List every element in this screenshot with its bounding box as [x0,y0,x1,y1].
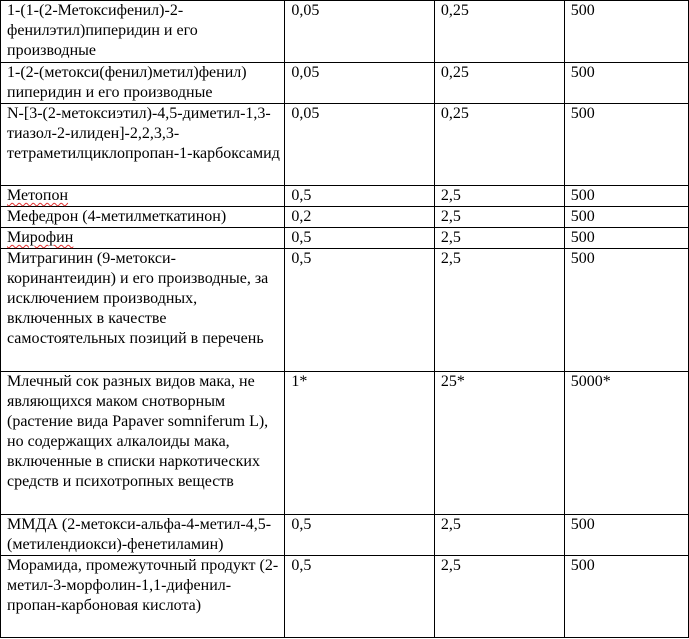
substance-name: N-[3-(2-метоксиэтил)-4,5-диметил-1,3-тиазол-2-илиден]-2,2,3,3-тетраметилциклопропан-1-карбоксамид [7,105,280,162]
value-cell [434,556,564,638]
value-1: 0,5 [291,187,312,204]
value-cell [434,1,564,63]
table-row [1,104,689,186]
value-1: 0,5 [291,250,312,267]
substance-name: 1-(2-(метокси(фенил)метил)фенил) пиперидин и его производные [7,64,247,101]
substance-name: Митрагинин (9-метокси-коринантеидин) и его производные, за исключением производных, включенных в качестве самостоятельных позиций в перечень [7,250,269,347]
substance-name: Морамида, промежуточный продукт (2-метил-3-морфолин-1,1-дифенил-пропан-карбоновая кислота) [7,557,279,614]
value-cell [285,104,434,186]
value-cell [564,556,688,638]
substance-name-cell [1,1,285,63]
value-2: 2,5 [440,208,461,225]
value-cell [564,207,688,228]
value-2: 0,25 [440,64,469,81]
value-cell [434,372,564,515]
value-cell [285,228,434,249]
value-2: 25* [440,373,465,390]
value-3: 500 [570,229,595,246]
value-2: 2,5 [440,250,461,267]
value-3: 500 [570,2,595,19]
substance-name-cell [1,249,285,372]
substance-name: 1-(1-(2-Метоксифенил)-2-фенилэтил)пиперидин и его производные [7,2,198,59]
value-2: 2,5 [440,557,461,574]
value-cell [285,515,434,556]
value-3: 500 [570,105,595,122]
value-cell [564,249,688,372]
substance-name-cell [1,556,285,638]
table-row [1,249,689,372]
table-row [1,63,689,104]
value-3: 5000* [570,373,611,390]
value-3: 500 [570,250,595,267]
value-2: 0,25 [440,2,469,19]
value-cell [434,207,564,228]
substance-name: Мирофин [7,229,74,246]
substance-name: Метопон [7,187,69,204]
substance-name-cell [1,372,285,515]
value-1: 0,5 [291,557,312,574]
value-cell [564,63,688,104]
table-row [1,228,689,249]
table-row [1,372,689,515]
value-cell [434,249,564,372]
substance-name-cell [1,515,285,556]
table-row [1,207,689,228]
value-1: 0,5 [291,516,312,533]
substance-name: Млечный сок разных видов мака, не являющихся маком снотворным (растение вида Papaver somniferum L), но содержащих алкалоиды мака, включенные в списки наркотических средств и психотропных веществ [7,373,269,490]
table-row [1,515,689,556]
value-cell [434,228,564,249]
value-1: 1* [291,373,308,390]
value-1: 0,5 [291,229,312,246]
table-row [1,556,689,638]
value-1: 0,05 [291,105,320,122]
value-1: 0,05 [291,64,320,81]
value-cell [434,63,564,104]
value-3: 500 [570,208,595,225]
substance-name-cell [1,228,285,249]
value-cell [285,63,434,104]
substance-name-cell [1,207,285,228]
value-2: 2,5 [440,187,461,204]
value-2: 2,5 [440,229,461,246]
substance-name-cell [1,104,285,186]
value-cell [285,186,434,207]
value-2: 0,25 [440,105,469,122]
value-3: 500 [570,516,595,533]
substance-name: Мефедрон (4-метилметкатинон) [7,208,227,225]
substance-name-cell [1,63,285,104]
value-cell [564,186,688,207]
value-cell [564,372,688,515]
value-3: 500 [570,187,595,204]
value-1: 0,2 [291,208,312,225]
table-row [1,186,689,207]
substance-name-cell [1,186,285,207]
value-cell [285,249,434,372]
value-cell [564,1,688,63]
value-3: 500 [570,557,595,574]
substance-name: ММДА (2-метокси-альфа-4-метил-4,5-(метилендиокси)-фенетиламин) [7,516,272,553]
value-cell [434,515,564,556]
value-cell [564,228,688,249]
value-cell [564,515,688,556]
value-cell [434,104,564,186]
value-1: 0,05 [291,2,320,19]
value-cell [285,556,434,638]
value-cell [285,207,434,228]
value-cell [285,372,434,515]
value-cell [285,1,434,63]
value-2: 2,5 [440,516,461,533]
table-row [1,1,689,63]
value-cell [564,104,688,186]
value-cell [434,186,564,207]
value-3: 500 [570,64,595,81]
